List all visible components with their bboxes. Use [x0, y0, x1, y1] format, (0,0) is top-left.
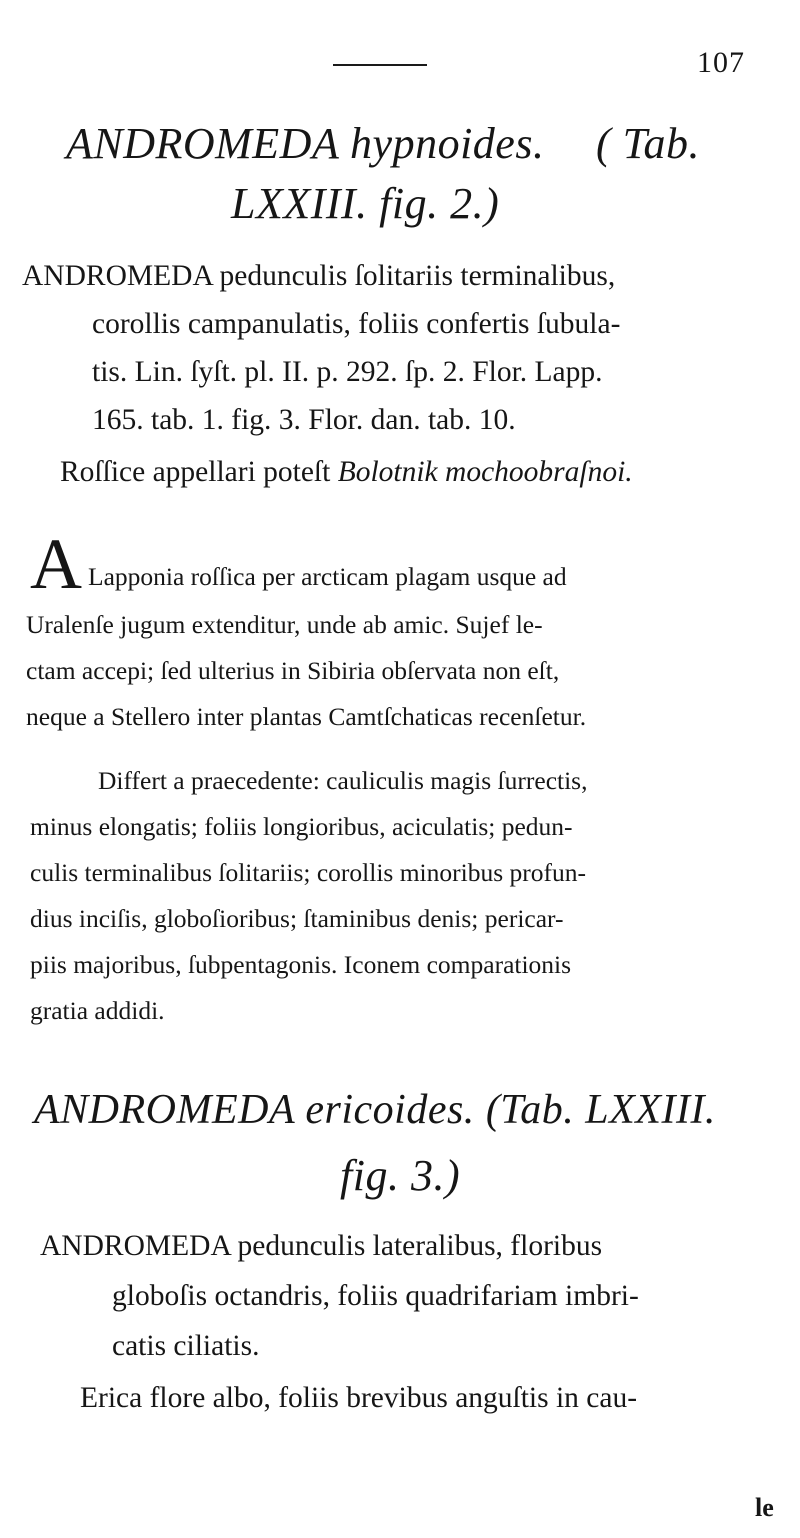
- section2-diagnosis-line: globoſis octandris, foliis quadrifariam imbri-: [112, 1280, 639, 1312]
- section1-tab: ( Tab.: [595, 119, 701, 168]
- section2-erica-line: Erica flore albo, foliis brevibus anguſtis in cau-: [80, 1382, 638, 1414]
- para2-line: culis terminalibus ſolitariis; corollis minoribus profun-: [30, 858, 586, 887]
- section1-heading-line2: LXXIII. fig. 2.): [231, 179, 500, 228]
- para2-line: piis majoribus, ſubpentagonis. Iconem comparationis: [30, 950, 572, 979]
- rossice-name: Bolotnik mochoobraſnoi.: [337, 456, 633, 488]
- section2-heading-line1: [34, 1086, 716, 1134]
- section1-rossice-line: [60, 456, 633, 489]
- section1-species: hypnoides.: [350, 119, 545, 168]
- rossice-text: Roſſice appellari poteſt: [60, 456, 331, 488]
- section2-diagnosis-line: ANDROMEDA pedunculis lateralibus, floribus: [40, 1230, 603, 1262]
- para1-line: Uralenſe jugum extenditur, unde ab amic. Sujef le-: [26, 610, 543, 639]
- section2-heading-line2: fig. 3.): [340, 1151, 461, 1200]
- section1-genus: ANDROMEDA: [66, 119, 339, 168]
- catchword: le: [755, 1493, 774, 1522]
- para1-line: ctam accepi; ſed ulterius in Sibiria obſervata non eſt,: [26, 656, 560, 685]
- section2-diagnosis-line: catis ciliatis.: [112, 1330, 260, 1362]
- section1-heading-line1: [66, 118, 700, 169]
- para2-line: gratia addidi.: [30, 996, 165, 1025]
- section1-diagnosis-line: ANDROMEDA pedunculis ſolitariis terminalibus,: [22, 260, 616, 292]
- section1-diagnosis-line: 165. tab. 1. fig. 3. Flor. dan. tab. 10.: [92, 404, 516, 436]
- page-number: 107: [697, 46, 745, 79]
- para2-line: dius inciſis, globoſioribus; ſtaminibus denis; pericar-: [30, 904, 564, 933]
- section2-tab: (Tab. LXXIII.: [485, 1087, 716, 1133]
- drop-cap: A: [30, 524, 82, 604]
- para1-line: neque a Stellero inter plantas Camtſchaticas recenſetur.: [26, 702, 587, 731]
- header-rule: [333, 64, 427, 66]
- section2-species: ericoides.: [305, 1087, 475, 1133]
- section1-diagnosis-line: corollis campanulatis, foliis confertis ſubula-: [92, 308, 621, 340]
- section2-genus: ANDROMEDA: [34, 1087, 295, 1133]
- para1-line: Lapponia roſſica per arcticam plagam usque ad: [88, 562, 567, 591]
- section1-diagnosis-line: tis. Lin. ſyſt. pl. II. p. 292. ſp. 2. Flor. Lapp.: [92, 356, 603, 388]
- para2-line: Differt a praecedente: cauliculis magis ſurrectis,: [98, 766, 588, 795]
- para2-line: minus elongatis; foliis longioribus, aciculatis; pedun-: [30, 812, 573, 841]
